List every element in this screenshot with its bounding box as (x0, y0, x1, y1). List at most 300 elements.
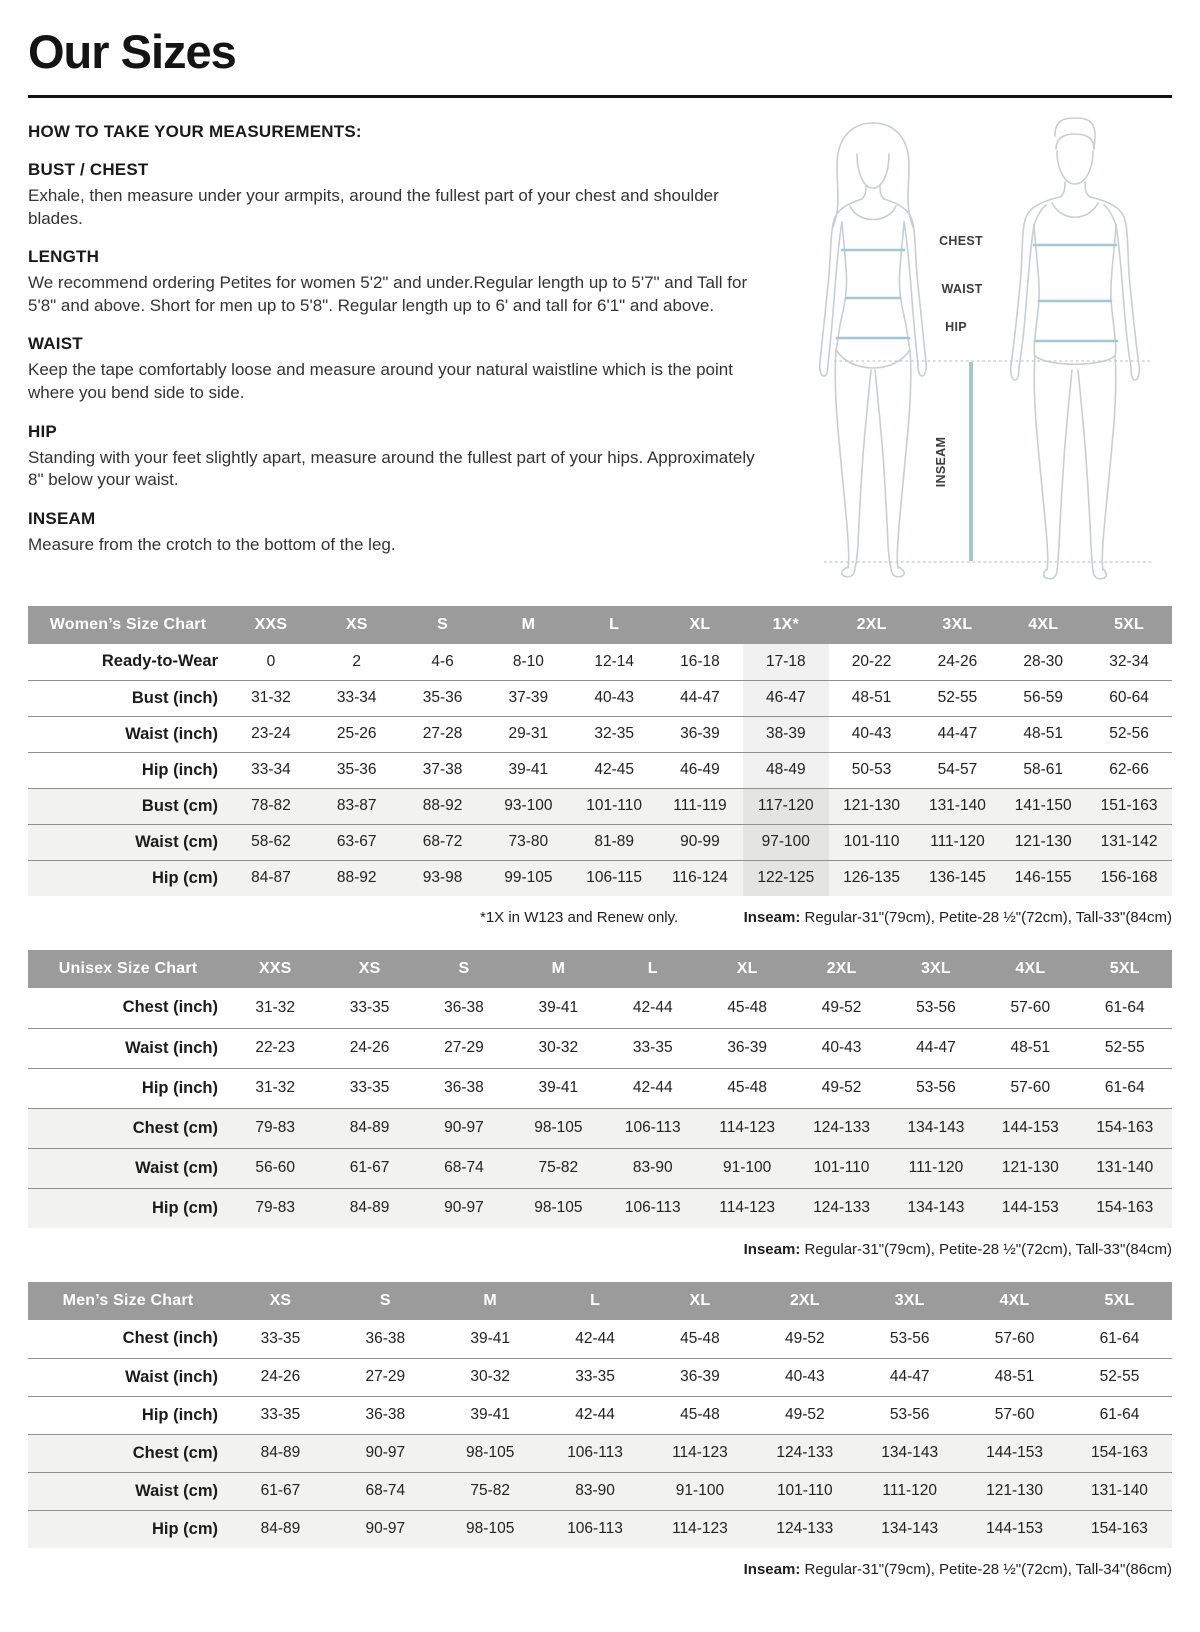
unisex-size-chart-section (28, 950, 1172, 1258)
size-value: 98-105 (534, 1119, 583, 1136)
size-column-header: XL (648, 1282, 753, 1320)
size-value: 25-26 (336, 725, 377, 742)
size-value: 54-57 (937, 761, 978, 778)
size-value: 48-51 (851, 689, 892, 706)
size-value: 83-90 (632, 1159, 673, 1176)
size-column-header: 4XL (962, 1282, 1067, 1320)
size-value: 90-97 (365, 1520, 406, 1538)
table-row (28, 1028, 1172, 1068)
size-value: 29-31 (508, 725, 549, 742)
size-value: 24-26 (937, 652, 978, 670)
unisex-size-chart-table (28, 950, 1172, 1228)
size-value: 44-47 (889, 1368, 930, 1385)
size-column-header: XXS (228, 950, 322, 988)
size-value: 42-44 (575, 1406, 615, 1423)
table-row (28, 788, 1172, 824)
size-value: 111-120 (930, 833, 985, 850)
section-hip (28, 422, 760, 492)
section-body: We recommend ordering Petites for women 5'2" and under.Regular length up to 5'7" and Tall for 5'8" and above. Short for men up to 5'8". Regular length up to 6' and tall for 6'1" and above. (28, 273, 748, 315)
size-value: 40-43 (821, 1039, 862, 1056)
size-value: 124-133 (813, 1199, 870, 1217)
size-value: 101-110 (813, 1159, 870, 1176)
size-value: 61-64 (1099, 1406, 1140, 1423)
size-column-header: S (333, 1282, 438, 1320)
size-column-header: 4XL (1000, 606, 1086, 644)
size-value: 58-62 (251, 833, 291, 850)
size-value: 144-153 (1001, 1199, 1059, 1217)
row-label: Waist (inch) (125, 724, 218, 743)
size-value: 48-49 (743, 752, 829, 788)
size-value: 53-56 (889, 1329, 930, 1347)
womens-size-chart-table (28, 606, 1172, 896)
size-value: 106-113 (624, 1119, 681, 1136)
row-label: Waist (inch) (125, 1038, 218, 1057)
table-row (28, 1358, 1172, 1396)
size-value: 88-92 (336, 869, 377, 887)
size-value: 45-48 (727, 1079, 767, 1096)
size-value: 154-163 (1096, 1119, 1154, 1136)
size-column-header: 4XL (983, 950, 1077, 988)
size-column-header: 3XL (857, 1282, 962, 1320)
size-value: 84-89 (349, 1199, 390, 1217)
size-value: 2 (352, 652, 362, 670)
mens-size-chart-table (28, 1282, 1172, 1548)
one-x-footnote: *1X in W123 and Renew only. (480, 909, 679, 926)
size-value: 154-163 (1091, 1444, 1148, 1461)
row-label: Ready-to-Wear (101, 652, 218, 671)
size-value: 53-56 (916, 998, 956, 1016)
table-row (28, 680, 1172, 716)
size-value: 24-26 (260, 1368, 301, 1385)
size-value: 52-55 (1099, 1368, 1140, 1385)
size-value: 68-74 (444, 1159, 484, 1176)
size-value: 124-133 (776, 1520, 834, 1538)
size-value: 48-51 (1023, 725, 1064, 742)
page-title: Our Sizes (28, 25, 236, 78)
size-value: 44-47 (916, 1039, 956, 1056)
size-value: 36-38 (365, 1329, 406, 1347)
section-title: LENGTH (28, 247, 100, 267)
size-value: 36-38 (444, 998, 484, 1016)
size-value: 134-143 (881, 1520, 939, 1538)
size-value: 83-87 (336, 797, 377, 814)
mens-chart-footnotes (28, 1561, 1172, 1578)
size-value: 126-135 (843, 869, 901, 887)
size-value: 40-43 (594, 689, 634, 706)
size-value: 98-105 (466, 1444, 515, 1461)
size-value: 111-120 (882, 1482, 937, 1499)
size-value: 33-34 (336, 689, 377, 706)
size-value: 39-41 (508, 761, 549, 778)
size-value: 101-110 (843, 833, 900, 850)
table-row (28, 1396, 1172, 1434)
table-title: Unisex Size Chart (28, 950, 228, 988)
size-value: 42-44 (632, 998, 673, 1016)
size-value: 61-64 (1104, 1079, 1145, 1096)
size-value: 84-87 (251, 869, 291, 887)
size-value: 101-110 (586, 797, 643, 814)
section-title: WAIST (28, 334, 83, 354)
size-value: 33-35 (260, 1329, 301, 1347)
size-column-header: XL (657, 606, 743, 644)
header-row (28, 606, 1172, 644)
row-label: Bust (cm) (141, 796, 218, 815)
row-label: Waist (cm) (135, 1158, 218, 1177)
row-label: Hip (inch) (141, 1078, 218, 1097)
diagram-chest-label: CHEST (939, 234, 983, 248)
row-label: Waist (cm) (135, 1481, 218, 1500)
size-value: 57-60 (994, 1329, 1035, 1347)
size-value: 40-43 (851, 725, 892, 742)
size-value: 98-105 (466, 1520, 515, 1538)
inseam-footnote-label: Inseam: (743, 909, 801, 926)
size-value: 44-47 (937, 725, 978, 742)
size-value: 57-60 (1010, 1079, 1051, 1096)
size-column-header: M (438, 1282, 543, 1320)
size-value: 75-82 (538, 1159, 579, 1176)
size-column-header: XS (322, 950, 416, 988)
row-label: Chest (cm) (132, 1118, 218, 1137)
size-value: 117-120 (743, 788, 829, 824)
size-value: 134-143 (907, 1199, 965, 1217)
size-value: 68-72 (422, 833, 463, 850)
size-value: 20-22 (851, 652, 892, 670)
size-column-header: M (511, 950, 605, 988)
row-label: Chest (inch) (122, 1329, 218, 1348)
diagram-waist-label: WAIST (941, 282, 983, 296)
table-title: Women’s Size Chart (28, 606, 228, 644)
size-value: 131-142 (1100, 833, 1158, 850)
inseam-footnote (744, 1241, 1172, 1258)
size-value: 57-60 (994, 1406, 1035, 1423)
size-value: 91-100 (723, 1159, 772, 1176)
size-value: 33-35 (349, 998, 390, 1016)
size-value: 83-90 (575, 1482, 615, 1499)
size-value: 151-163 (1100, 797, 1158, 814)
size-value: 99-105 (504, 869, 553, 887)
section-body: Keep the tape comfortably loose and measure around your natural waistline which is the point where you bend side to side. (28, 360, 733, 403)
size-value: 88-92 (422, 797, 463, 814)
row-label: Waist (cm) (135, 832, 218, 851)
size-value: 122-125 (743, 860, 829, 896)
section-body: Standing with your feet slightly apart, measure around the fullest part of your hips. Approximately 8" below your waist. (28, 447, 755, 490)
size-value: 61-67 (349, 1159, 390, 1176)
size-column-header: XXS (228, 606, 314, 644)
size-value: 33-35 (632, 1039, 673, 1056)
size-value: 121-130 (1014, 833, 1072, 850)
table-row (28, 1068, 1172, 1108)
size-value: 45-48 (680, 1329, 720, 1347)
size-value: 46-49 (680, 761, 720, 778)
size-value: 46-47 (743, 680, 829, 716)
size-column-header: 5XL (1086, 606, 1172, 644)
size-value: 53-56 (889, 1406, 930, 1423)
inseam-footnote-label: Inseam: (743, 1241, 801, 1258)
size-value: 39-41 (538, 998, 579, 1016)
size-value: 154-163 (1096, 1199, 1154, 1217)
woman-figure (820, 123, 927, 577)
size-value: 134-143 (881, 1444, 939, 1461)
inseam-footnote-text: Regular-31"(79cm), Petite-28 ½"(72cm), Tall-33"(84cm) (800, 909, 1172, 926)
size-value: 27-29 (365, 1368, 406, 1385)
size-column-header: XS (228, 1282, 333, 1320)
size-value: 17-18 (743, 644, 829, 680)
size-value: 28-30 (1023, 652, 1064, 670)
section-body: Exhale, then measure under your armpits, around the fullest part of your chest and shoulder blades. (28, 186, 719, 228)
table-row (28, 1472, 1172, 1510)
size-value: 35-36 (422, 689, 463, 706)
size-value: 45-48 (680, 1406, 720, 1423)
section-waist (28, 334, 760, 404)
diagram-inseam-label: INSEAM (934, 436, 948, 488)
size-value: 39-41 (470, 1329, 511, 1347)
man-figure (1011, 118, 1140, 579)
measurement-instructions (28, 122, 760, 584)
size-value: 49-52 (784, 1329, 825, 1347)
size-column-header: 2XL (752, 1282, 857, 1320)
size-column-header: L (543, 1282, 648, 1320)
row-label: Hip (inch) (141, 1405, 218, 1424)
size-column-header: L (606, 950, 700, 988)
size-column-header: S (400, 606, 486, 644)
row-label: Hip (cm) (152, 1519, 218, 1538)
size-value: 114-123 (672, 1520, 728, 1538)
size-value: 39-41 (538, 1079, 579, 1096)
top-section (28, 122, 1172, 584)
size-value: 56-60 (255, 1159, 296, 1176)
size-value: 93-98 (422, 869, 463, 887)
table-row (28, 988, 1172, 1028)
section-title: INSEAM (28, 508, 96, 528)
size-value: 32-35 (594, 725, 634, 742)
size-value: 31-32 (255, 1079, 296, 1096)
size-value: 33-35 (575, 1368, 615, 1385)
section-inseam (28, 509, 760, 557)
size-value: 124-133 (813, 1119, 870, 1136)
size-value: 45-48 (727, 998, 767, 1016)
size-value: 84-89 (260, 1444, 301, 1461)
row-label: Chest (inch) (122, 998, 218, 1017)
size-value: 49-52 (821, 1079, 862, 1096)
size-value: 48-51 (994, 1368, 1035, 1385)
size-value: 63-67 (336, 833, 377, 850)
size-value: 36-38 (444, 1079, 484, 1096)
size-value: 111-120 (908, 1159, 964, 1176)
row-label: Bust (inch) (131, 688, 218, 707)
inseam-footnote (744, 909, 1172, 926)
inseam-footnote-text: Regular-31"(79cm), Petite-28 ½"(72cm), Tall-34"(86cm) (800, 1561, 1172, 1578)
table-row (28, 860, 1172, 896)
size-value: 40-43 (784, 1368, 825, 1385)
row-label: Hip (inch) (141, 760, 218, 779)
size-value: 49-52 (784, 1406, 825, 1423)
table-row (28, 644, 1172, 680)
size-value: 111-119 (673, 797, 727, 814)
size-value: 52-55 (1104, 1039, 1145, 1056)
size-value: 38-39 (743, 716, 829, 752)
size-value: 144-153 (986, 1444, 1043, 1461)
table-row (28, 716, 1172, 752)
size-value: 90-97 (365, 1444, 406, 1461)
womens-chart-footnotes (28, 909, 1172, 926)
size-value: 36-39 (680, 1368, 720, 1385)
size-value: 98-105 (534, 1199, 583, 1217)
size-value: 146-155 (1014, 869, 1072, 887)
size-value: 73-80 (508, 833, 549, 850)
size-value: 52-56 (1109, 725, 1149, 742)
section-bust-chest (28, 160, 760, 230)
size-value: 106-113 (567, 1520, 623, 1538)
size-value: 50-53 (851, 761, 892, 778)
size-value: 101-110 (776, 1482, 833, 1499)
size-value: 156-168 (1100, 869, 1158, 887)
size-value: 93-100 (504, 797, 553, 814)
size-value: 114-123 (672, 1444, 728, 1461)
size-value: 134-143 (907, 1119, 965, 1136)
size-value: 32-34 (1109, 652, 1149, 670)
size-value: 53-56 (916, 1079, 956, 1096)
size-value: 36-39 (680, 725, 720, 742)
size-column-header: 3XL (889, 950, 983, 988)
size-value: 33-35 (260, 1406, 301, 1423)
size-value: 141-150 (1014, 797, 1072, 814)
header-row (28, 1282, 1172, 1320)
inseam-footnote (744, 1561, 1172, 1578)
row-label: Hip (cm) (152, 868, 218, 887)
size-value: 39-41 (470, 1406, 511, 1423)
size-value: 58-61 (1023, 761, 1064, 778)
instructions-heading: HOW TO TAKE YOUR MEASUREMENTS: (28, 122, 362, 141)
table-title: Men’s Size Chart (28, 1282, 228, 1320)
row-label: Hip (cm) (152, 1198, 218, 1217)
table-row (28, 1510, 1172, 1548)
size-column-header: L (571, 606, 657, 644)
size-value: 62-66 (1109, 761, 1149, 778)
section-title: HIP (28, 421, 57, 441)
size-column-header: 5XL (1067, 1282, 1172, 1320)
size-value: 90-99 (680, 833, 720, 850)
size-value: 27-28 (422, 725, 463, 742)
size-column-header: 3XL (915, 606, 1001, 644)
diagram-hip-label: HIP (945, 320, 967, 334)
size-value: 79-83 (255, 1119, 296, 1136)
size-value: 106-115 (586, 869, 643, 887)
size-value: 44-47 (680, 689, 720, 706)
size-column-header: 1X* (743, 606, 829, 644)
size-value: 84-89 (260, 1520, 301, 1538)
size-value: 42-45 (594, 761, 634, 778)
size-value: 57-60 (1010, 998, 1051, 1016)
size-value: 121-130 (1001, 1159, 1059, 1176)
size-value: 136-145 (928, 869, 986, 887)
size-value: 12-14 (594, 652, 634, 670)
size-value: 79-83 (255, 1199, 296, 1217)
inseam-footnote-text: Regular-31"(79cm), Petite-28 ½"(72cm), Tall-33"(84cm) (800, 1241, 1172, 1258)
table-row (28, 752, 1172, 788)
size-value: 121-130 (843, 797, 901, 814)
size-column-header: M (485, 606, 571, 644)
size-column-header: XL (700, 950, 794, 988)
size-value: 36-38 (365, 1406, 406, 1423)
size-value: 131-140 (928, 797, 986, 814)
size-value: 31-32 (251, 689, 291, 706)
size-value: 8-10 (512, 652, 544, 670)
size-value: 22-23 (255, 1039, 296, 1056)
mens-size-chart-section (28, 1282, 1172, 1578)
size-value: 106-113 (567, 1444, 623, 1461)
size-value: 114-123 (719, 1119, 776, 1136)
size-value: 90-97 (444, 1119, 484, 1136)
size-value: 52-55 (937, 689, 978, 706)
table-row (28, 1320, 1172, 1358)
unisex-chart-footnotes (28, 1241, 1172, 1258)
body-measurement-diagram (778, 110, 1173, 584)
size-value: 31-32 (255, 998, 296, 1016)
size-value: 16-18 (680, 652, 720, 670)
size-value: 24-26 (349, 1039, 390, 1056)
size-value: 124-133 (776, 1444, 834, 1461)
size-value: 144-153 (986, 1520, 1043, 1538)
size-value: 97-100 (743, 824, 829, 860)
size-value: 154-163 (1091, 1520, 1148, 1538)
header-row (28, 950, 1172, 988)
size-column-header: S (417, 950, 511, 988)
size-value: 114-123 (719, 1199, 776, 1217)
row-label: Chest (cm) (132, 1443, 218, 1462)
title-divider (28, 95, 1172, 98)
size-column-header: XS (314, 606, 400, 644)
size-value: 84-89 (349, 1119, 390, 1136)
size-value: 37-38 (422, 761, 463, 778)
section-length (28, 247, 760, 317)
table-row (28, 1188, 1172, 1228)
size-value: 61-67 (260, 1482, 301, 1499)
size-value: 23-24 (251, 725, 291, 742)
size-value: 4-6 (431, 652, 454, 670)
section-title: BUST / CHEST (28, 160, 149, 179)
size-value: 35-36 (336, 761, 377, 778)
size-column-header: 5XL (1078, 950, 1172, 988)
row-label: Waist (inch) (125, 1367, 218, 1386)
size-value: 30-32 (470, 1368, 511, 1385)
size-value: 144-153 (1001, 1119, 1059, 1136)
inseam-footnote-label: Inseam: (743, 1561, 801, 1578)
size-value: 0 (266, 652, 276, 670)
size-value: 48-51 (1010, 1039, 1051, 1056)
size-value: 27-29 (444, 1039, 484, 1056)
table-row (28, 1108, 1172, 1148)
size-value: 56-59 (1023, 689, 1064, 706)
womens-size-chart-section (28, 606, 1172, 926)
table-row (28, 1434, 1172, 1472)
size-value: 78-82 (251, 797, 291, 814)
size-value: 91-100 (675, 1482, 725, 1499)
size-column-header: 2XL (829, 606, 915, 644)
table-row (28, 1148, 1172, 1188)
size-value: 33-34 (251, 761, 291, 778)
size-value: 116-124 (672, 869, 728, 887)
size-value: 42-44 (632, 1079, 673, 1096)
size-value: 33-35 (349, 1079, 390, 1096)
size-value: 68-74 (365, 1482, 406, 1499)
section-body: Measure from the crotch to the bottom of the leg. (28, 534, 396, 554)
size-value: 30-32 (538, 1039, 579, 1056)
figures-illustration (778, 110, 1173, 584)
size-value: 60-64 (1109, 689, 1149, 706)
size-value: 37-39 (508, 689, 549, 706)
size-value: 106-113 (624, 1199, 681, 1217)
size-value: 81-89 (594, 833, 634, 850)
